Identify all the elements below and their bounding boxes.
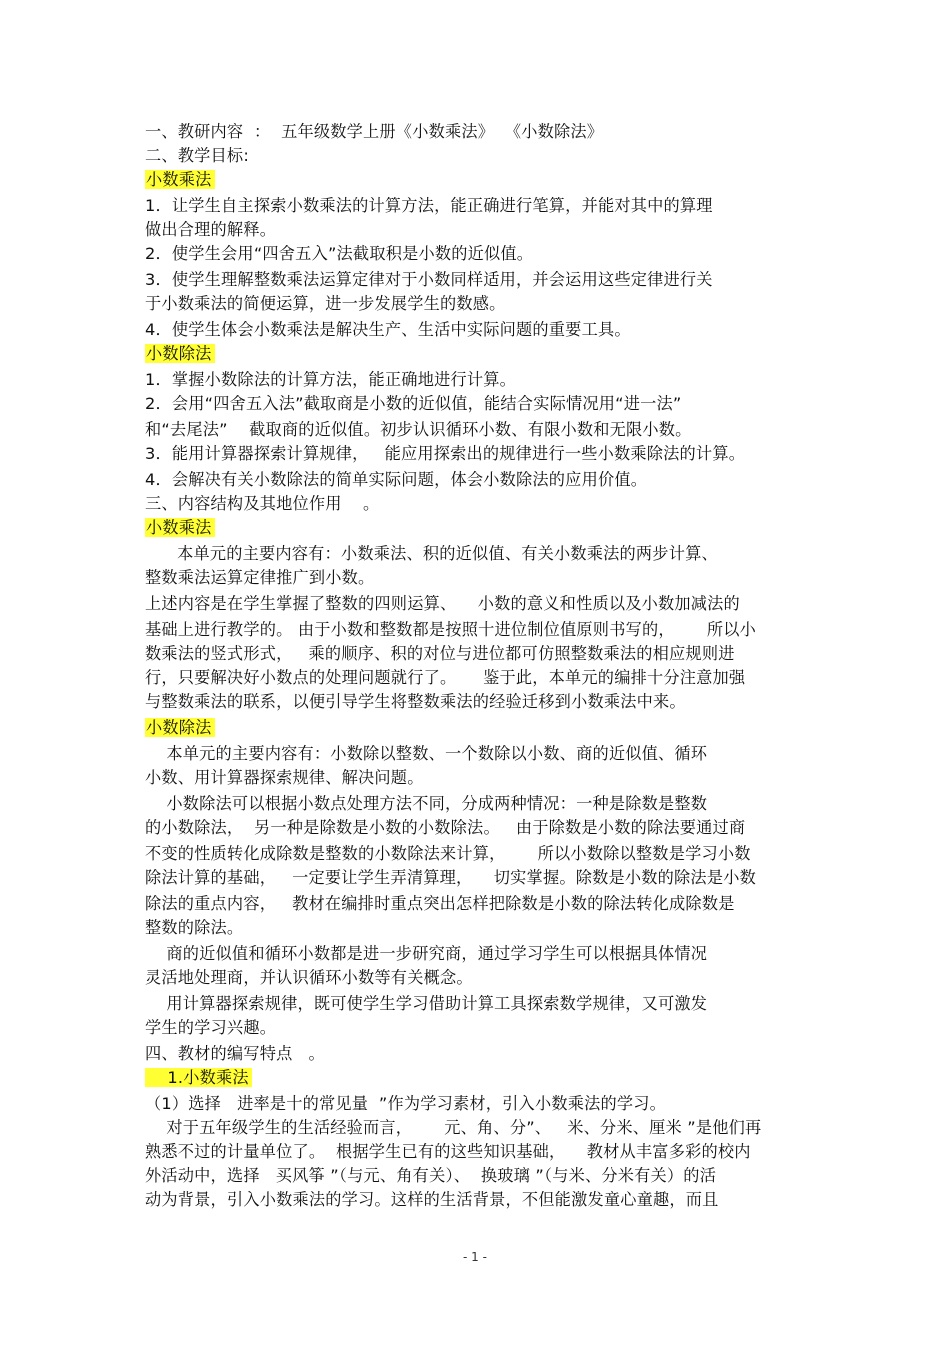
line-text: 对于五年级学生的生活经验而言， 元、角、分”、 米、分米、厘米 ”是他们再 (145, 1118, 762, 1137)
text-line (145, 1189, 719, 1211)
line-text: 小数、用计算器探索规律、解决问题。 (145, 768, 424, 787)
line-text: 2．会用“四舍五入法”截取商是小数的近似值，能结合实际情况用“进一法” (145, 394, 682, 413)
text-line (145, 1141, 751, 1163)
text-line (145, 1165, 716, 1187)
section-heading (145, 717, 215, 739)
section-heading (145, 1067, 252, 1089)
text-line (145, 219, 276, 241)
text-line (145, 1017, 276, 1039)
line-text: 不变的性质转化成除数是整数的小数除法来计算， 所以小数除以整数是学习小数 (145, 844, 751, 863)
line-text: 3．使学生理解整数乘法运算定律对于小数同样适用，并会运用这些定律进行关 (145, 270, 713, 289)
text-line (145, 643, 735, 665)
line-text: 1．掌握小数除法的计算方法，能正确地进行计算。 (145, 370, 517, 389)
text-line (145, 893, 735, 915)
text-line (145, 767, 424, 789)
text-line (145, 493, 379, 515)
line-text: 的小数除法， 另一种是除数是小数的小数除法。 由于除数是小数的除法要通过商 (145, 818, 746, 837)
text-line (145, 793, 707, 815)
line-text: 除法的重点内容， 教材在编排时重点突出怎样把除数是小数的除法转化成除数是 (145, 894, 735, 913)
text-line (145, 195, 713, 217)
highlighted-heading-text: 小数乘法 (145, 518, 215, 537)
section-heading (145, 169, 215, 191)
line-text: 4．使学生体会小数乘法是解决生产、生活中实际问题的重要工具。 (145, 320, 631, 339)
section-heading (145, 517, 215, 539)
line-text: 熟悉不过的计量单位了。 根据学生已有的这些知识基础， 教材从丰富多彩的校内 (145, 1142, 751, 1161)
text-line (145, 243, 533, 265)
text-line (145, 943, 707, 965)
text-line (145, 419, 692, 441)
text-line (145, 593, 740, 615)
text-line (145, 567, 374, 589)
line-text: 商的近似值和循环小数都是进一步研究商，通过学习学生可以根据具体情况 (145, 944, 708, 963)
text-line (145, 319, 631, 341)
text-line (145, 967, 473, 989)
highlighted-heading-text: 小数乘法 (145, 170, 215, 189)
text-line (145, 393, 681, 415)
line-text: 4．会解决有关小数除法的简单实际问题，体会小数除法的应用价值。 (145, 470, 648, 489)
line-text: 于小数乘法的简便运算，进一步发展学生的数感。 (145, 294, 506, 313)
line-text: 学生的学习兴趣。 (145, 1018, 277, 1037)
text-line (145, 443, 745, 465)
line-text: 除法计算的基础， 一定要让学生弄清算理， 切实掌握。除数是小数的除法是小数 (145, 868, 756, 887)
line-text: 灵活地处理商，并认识循环小数等有关概念。 (145, 968, 473, 987)
line-text: 用计算器探索规律，既可使学生学习借助计算工具探索数学规律，又可激发 (145, 994, 708, 1013)
page-number: - 1 - (463, 1250, 487, 1264)
highlighted-heading-text: 小数除法 (145, 344, 215, 363)
text-line (145, 1093, 666, 1115)
text-line (145, 145, 249, 167)
line-text: （1）选择 进率是十的常见量 ”作为学习素材，引入小数乘法的学习。 (145, 1094, 667, 1113)
highlighted-heading-text: 1.小数乘法 (145, 1068, 252, 1087)
text-line (145, 543, 718, 565)
line-text: 做出合理的解释。 (145, 220, 277, 239)
text-line (145, 843, 751, 865)
text-line (145, 917, 243, 939)
text-line (145, 619, 756, 641)
line-text: 与整数乘法的联系，以便引导学生将整数乘法的经验迁移到小数乘法中来。 (145, 692, 686, 711)
line-text: 和“去尾法” 截取商的近似值。初步认识循环小数、有限小数和无限小数。 (145, 420, 692, 439)
line-text: 整数乘法运算定律推广到小数。 (145, 568, 375, 587)
text-line (145, 469, 647, 491)
line-text: 行，只要解决好小数点的处理问题就行了。 鉴于此，本单元的编排十分注意加强 (145, 668, 746, 687)
line-text: 上述内容是在学生掌握了整数的四则运算、 小数的意义和性质以及小数加减法的 (145, 594, 740, 613)
text-line (145, 667, 745, 689)
line-text: 3．能用计算器探索计算规律， 能应用探索出的规律进行一些小数乘除法的计算。 (145, 444, 746, 463)
line-text: 一、教研内容 ： 五年级数学上册《小数乘法》 《小数除法》 (145, 122, 604, 141)
line-text: 二、教学目标: (145, 146, 249, 165)
line-text: 动为背景，引入小数乘法的学习。这样的生活背景，不但能激发童心童趣，而且 (145, 1190, 719, 1209)
line-text: 1．让学生自主探索小数乘法的计算方法，能正确进行笔算，并能对其中的算理 (145, 196, 713, 215)
section-heading (145, 343, 215, 365)
text-line (145, 691, 686, 713)
line-text: 基础上进行教学的。 由于小数和整数都是按照十进位制位值原则书写的， 所以小 (145, 620, 756, 639)
text-line (145, 1117, 761, 1139)
line-text: 小数除法可以根据小数点处理方法不同，分成两种情况：一种是除数是整数 (145, 794, 708, 813)
text-line (145, 867, 756, 889)
text-line (145, 743, 707, 765)
text-line (145, 369, 516, 391)
text-line (145, 293, 506, 315)
line-text: 本单元的主要内容有：小数除以整数、一个数除以小数、商的近似值、循环 (145, 744, 708, 763)
text-line (145, 269, 713, 291)
line-text: 本单元的主要内容有：小数乘法、积的近似值、有关小数乘法的两步计算、 (145, 544, 718, 563)
line-text: 三、内容结构及其地位作用 。 (145, 494, 380, 513)
line-text: 数乘法的竖式形式， 乘的顺序、积的对位与进位都可仿照整数乘法的相应规则进 (145, 644, 735, 663)
text-line (145, 1043, 325, 1065)
text-line (145, 817, 745, 839)
line-text: 整数的除法。 (145, 918, 244, 937)
line-text: 四、教材的编写特点 。 (145, 1044, 325, 1063)
text-line (145, 121, 603, 143)
highlighted-heading-text: 小数除法 (145, 718, 215, 737)
text-line (145, 993, 707, 1015)
line-text: 2．使学生会用“四舍五入”法截取积是小数的近似值。 (145, 244, 534, 263)
line-text: 外活动中，选择 买风筝 ”（与元、角有关）、 换玻璃 ”（与米、分米有关）的活 (145, 1166, 717, 1185)
